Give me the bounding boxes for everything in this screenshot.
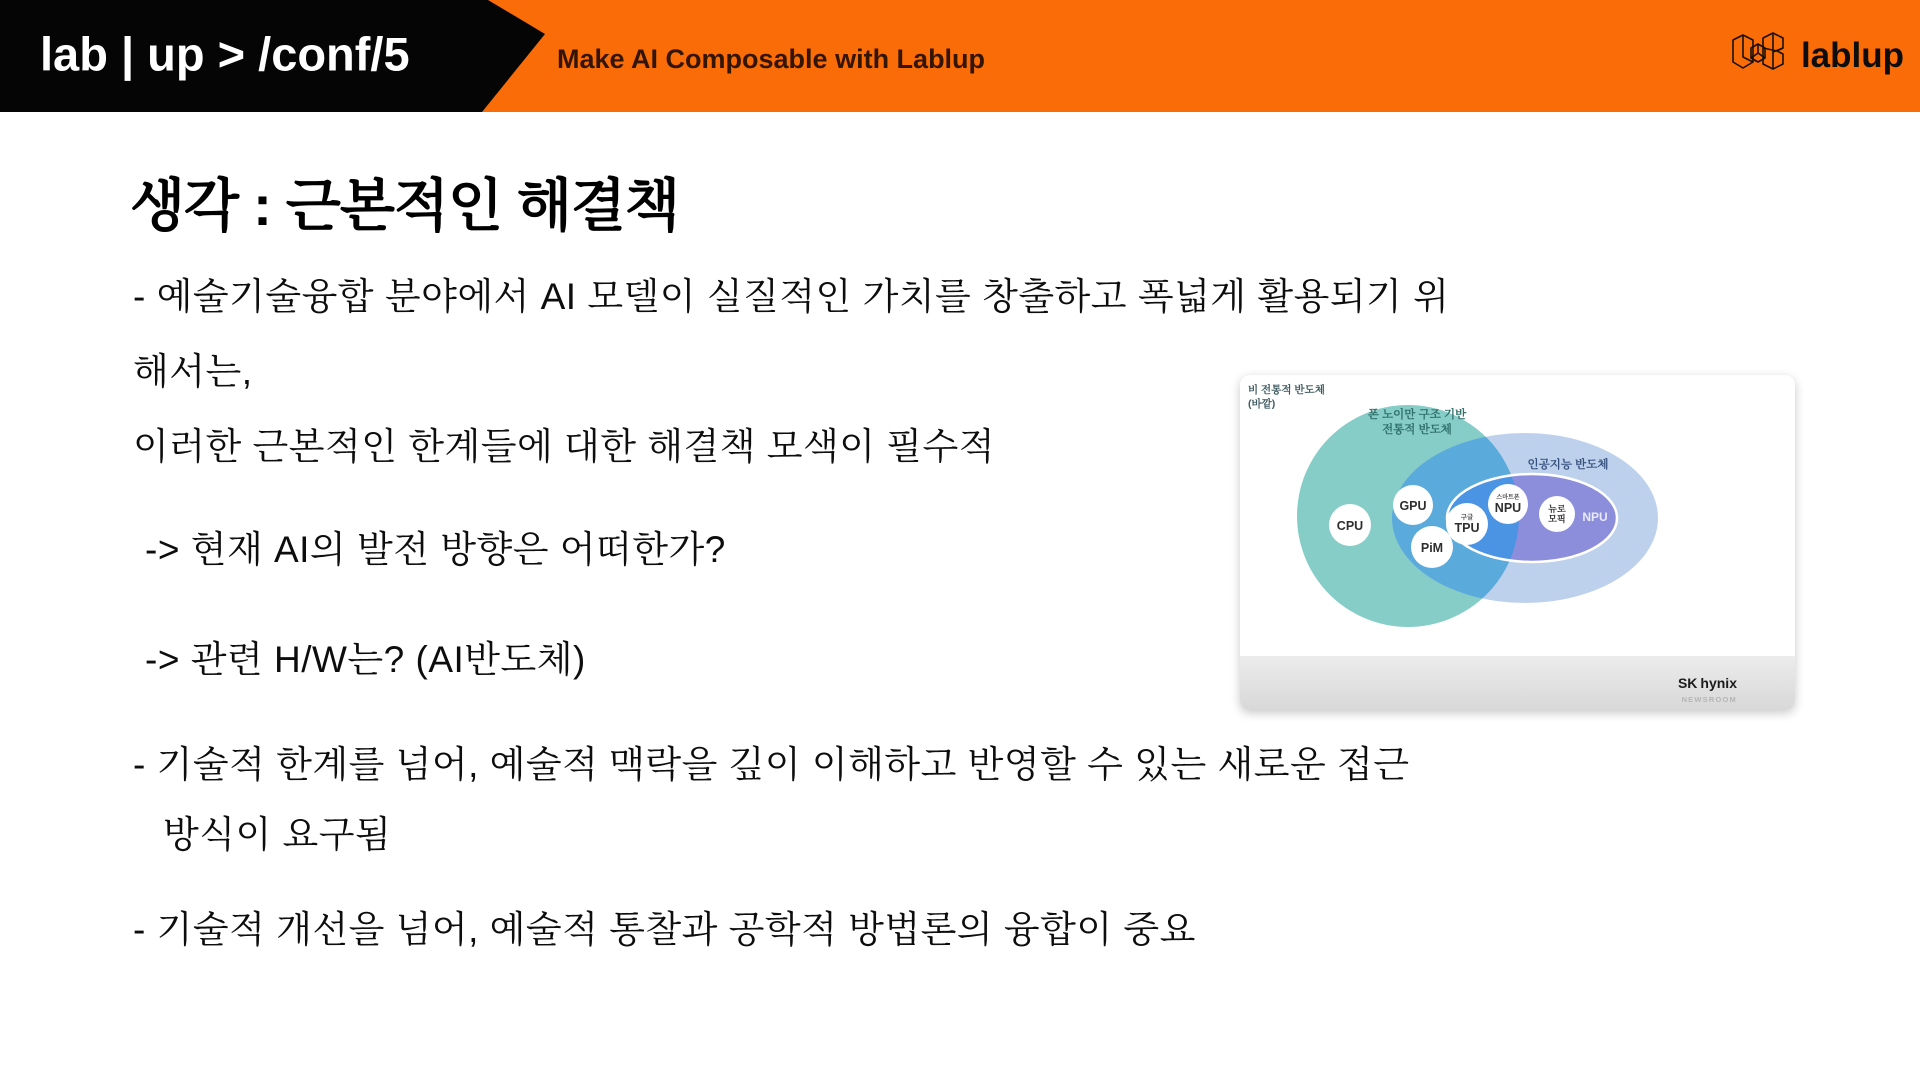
bullet-line: - 기술적 개선을 넘어, 예술적 통찰과 공학적 방법론의 융합이 중요 xyxy=(133,909,1196,950)
arrow-line: -> 현재 AI의 발전 방향은 어떠한가? xyxy=(145,529,726,570)
bullet-line: 이러한 근본적인 한계들에 대한 해결책 모색이 필수적 xyxy=(133,426,996,467)
npu-region-label: NPU xyxy=(1582,510,1608,524)
npu-sublabel: 스마트폰 xyxy=(1496,495,1520,501)
gpu-label: GPU xyxy=(1399,499,1427,513)
brand-lockup xyxy=(1727,0,1904,112)
neuromorphic-label-line1: 뉴로 xyxy=(1548,504,1566,514)
neuromorphic-label-line2: 모픽 xyxy=(1548,514,1566,524)
teal-label-line2: 전통적 반도체 xyxy=(1382,424,1452,436)
bullet-line: - 기술적 한계를 넘어, 예술적 맥락을 깊이 이해하고 반영할 수 있는 새로운 접근 xyxy=(133,744,1410,785)
ai-label: 인공지능 반도체 xyxy=(1527,459,1609,471)
bullet-line-continuation: 방식이 요구됨 xyxy=(163,814,392,855)
header-bar xyxy=(0,0,1920,112)
bullet-line: - 예술기술융합 분야에서 AI 모델이 실질적인 가치를 창출하고 폭넓게 활용되기 위 xyxy=(133,276,1450,317)
pim-label: PiM xyxy=(1420,541,1444,555)
svg-text:SKhynix xyxy=(1678,675,1737,691)
credit-sk: SK xyxy=(1677,675,1698,691)
semiconductor-venn-figure xyxy=(1240,375,1795,710)
outer-label-sub: (바깥) xyxy=(1248,398,1276,410)
bullet-line: 해서는, xyxy=(133,351,253,392)
credit-hynix: hynix xyxy=(1700,675,1737,691)
tpu-label: TPU xyxy=(1454,521,1480,535)
conf-logo: lab | up > /conf/5 xyxy=(40,27,410,81)
slide-title: 생각 : 근본적인 해결책 xyxy=(130,174,680,239)
tpu-sublabel: 구글 xyxy=(1460,514,1474,521)
outer-label: 비 전통적 반도체 xyxy=(1248,384,1325,396)
npu-label: NPU xyxy=(1494,501,1522,515)
teal-label-line1: 폰 노이만 구조 기반 xyxy=(1367,409,1467,421)
credit-newsroom: NEWSROOM xyxy=(1681,695,1737,704)
header-tagline: Make AI Composable with Lablup xyxy=(557,44,986,74)
cpu-label: CPU xyxy=(1336,519,1364,533)
arrow-line: -> 관련 H/W는? (AI반도체) xyxy=(145,639,586,680)
lablup-logo-icon xyxy=(1727,28,1789,85)
brand-name: lablup xyxy=(1800,36,1904,75)
